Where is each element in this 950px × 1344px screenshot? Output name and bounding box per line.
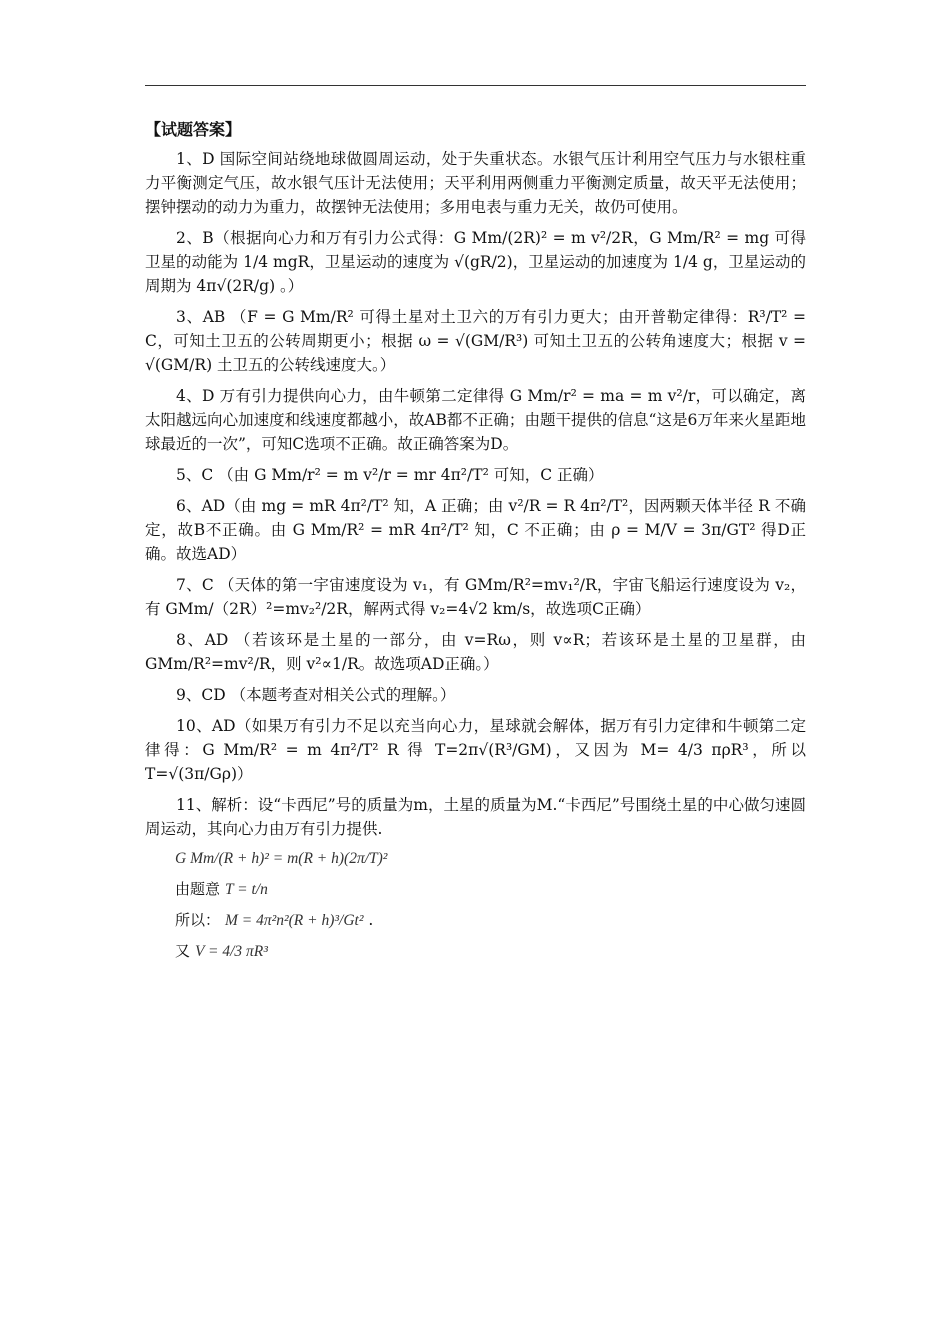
- answer-8: 8、AD （若该环是土星的一部分，由 v=Rω，则 v∝R；若该环是土星的卫星群，由 GMm/R²=mv²/R，则 v²∝1/R。故选项AD正确。）: [145, 631, 806, 674]
- section-heading: 【试题答案】: [145, 120, 242, 139]
- equation-period-row: [175, 877, 806, 902]
- answer-2: 2、B（根据向心力和万有引力公式得：G Mm/(2R)² = m v²/2R，G Mm/R² = mg 可得卫星的动能为 1/4 mgR，卫星运动的速度为 √(gR/2)，卫星运动的加速度为 1/4 g，卫星运动的周期为 4π√(2R/g) 。）: [145, 228, 806, 295]
- answer-1: 1、D 国际空间站绕地球做圆周运动，处于失重状态。水银气压计利用空气压力与水银柱重力平衡测定气压，故水银气压计无法使用；天平利用两侧重力平衡测定质量，故天平无法使用；摆钟摆动的动力为重力，故摆钟无法使用；多用电表与重力无关，故仍可使用。: [145, 149, 806, 216]
- equation-mass-row: [175, 908, 806, 933]
- equation-mass: M = 4π²n²(R + h)³/Gt²: [224, 912, 364, 930]
- answer-10: 10、AD（如果万有引力不足以充当向心力，星球就会解体，据万有引力定律和牛顿第二定律得：G Mm/R² = m 4π²/T² R 得 T=2π√(R³/GM)，又因为 M= 4/3 πρR³，所以 T=√(3π/Gρ)）: [145, 717, 806, 784]
- equation-gravity: G Mm/(R + h)² = m(R + h)(2π/T)²: [175, 850, 388, 868]
- answer-9: 9、CD （本题考查对相关公式的理解。）: [176, 686, 456, 705]
- answer-11: 11、解析：设“卡西尼”号的质量为m，土星的质量为M.“卡西尼”号围绕土星的中心做匀速圆周运动，其向心力由万有引力提供.: [145, 796, 806, 839]
- equation-volume: V = 4/3 πR³: [194, 943, 268, 961]
- answer-4: 4、D 万有引力提供向心力，由牛顿第二定律得 G Mm/r² = ma = m v²/r，可以确定，离太阳越远向心加速度和线速度都越小，故AB都不正确；由题干提供的信息“这是6万年来火星距地球最近的一次”，可知C选项不正确。故正确答案为D。: [145, 386, 806, 453]
- label-therefore: 所以：: [175, 911, 221, 930]
- equation-period: T = t/n: [224, 881, 268, 899]
- solution-work: [175, 847, 806, 964]
- equation-mass-period: .: [368, 911, 374, 930]
- label-by-question: 由题意: [175, 880, 221, 899]
- answer-6: 6、AD（由 mg = mR 4π²/T² 知，A 正确；由 v²/R = R 4π²/T²，因两颗天体半径 R 不确定，故B不正确。由 G Mm/R² = mR 4π²/T² 知，C 不正确；由 ρ = M/V = 3π/GT² 得D正确。故选AD）: [145, 497, 806, 564]
- header-rule: [145, 85, 806, 86]
- answer-5: 5、C （由 G Mm/r² = m v²/r = mr 4π²/T² 可知，C 正确）: [176, 465, 604, 484]
- label-also: 又: [175, 942, 191, 961]
- answer-page: [145, 118, 806, 970]
- answer-7: 7、C （天体的第一宇宙速度设为 v₁，有 GMm/R²=mv₁²/R，宇宙飞船运行速度设为 v₂，有 GMm/（2R）²=mv₂²/2R，解两式得 v₂=4√2 km/s，故选项C正确）: [145, 576, 806, 619]
- answer-3: 3、AB （F = G Mm/R² 可得土星对土卫六的万有引力更大；由开普勒定律得：R³/T² = C，可知土卫五的公转周期更小；根据 ω = √(GM/R³) 可知土卫五的公转角速度大；根据 v = √(GM/R) 土卫五的公转线速度大。）: [145, 307, 806, 374]
- equation-volume-row: [175, 939, 806, 964]
